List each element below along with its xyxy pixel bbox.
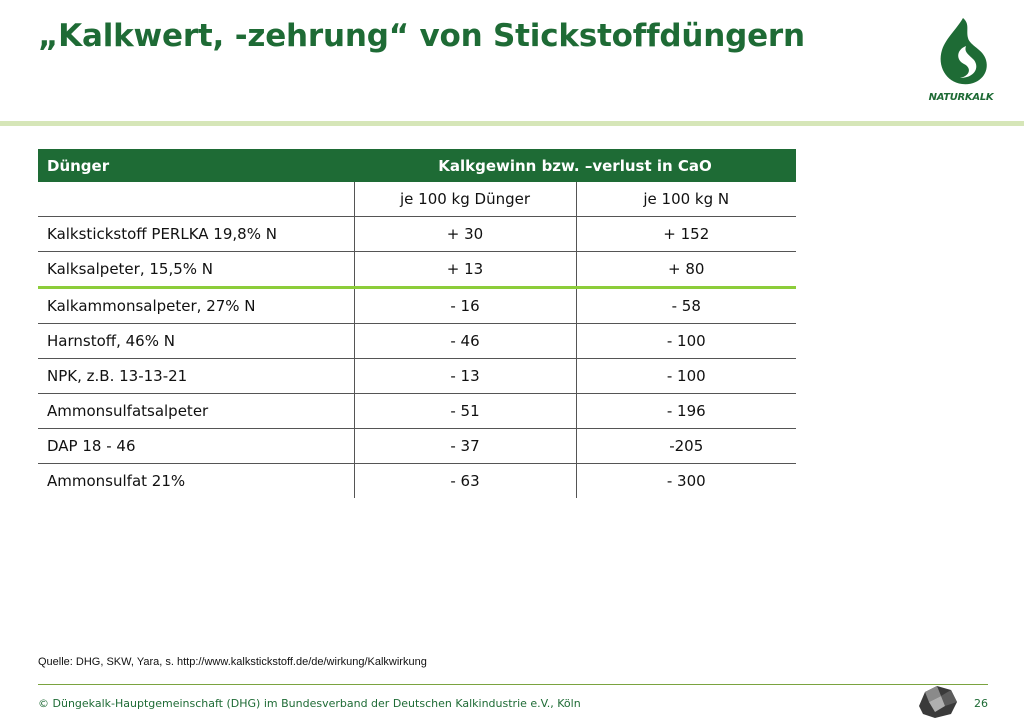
table-row xyxy=(38,288,796,324)
row-name: Kalksalpeter, 15,5% N xyxy=(38,252,354,288)
subheader-per-fertilizer: je 100 kg Dünger xyxy=(354,182,576,217)
footer-divider xyxy=(38,684,988,685)
row-per-fertilizer: - 16 xyxy=(354,288,576,324)
table-header-row xyxy=(38,149,796,182)
row-per-n: - 100 xyxy=(576,324,796,359)
table-row xyxy=(38,429,796,464)
subheader-empty xyxy=(38,182,354,217)
row-per-n: + 80 xyxy=(576,252,796,288)
table-row xyxy=(38,252,796,288)
row-per-n: - 300 xyxy=(576,464,796,499)
row-per-n: + 152 xyxy=(576,217,796,252)
header-divider xyxy=(0,121,1024,126)
table-row xyxy=(38,464,796,499)
row-per-n: - 100 xyxy=(576,359,796,394)
table-row xyxy=(38,359,796,394)
slide-title: „Kalkwert, -zehrung“ von Stickstoffdüngern xyxy=(38,18,805,54)
row-per-fertilizer: + 30 xyxy=(354,217,576,252)
row-per-fertilizer: - 13 xyxy=(354,359,576,394)
footer-copyright: © Düngekalk-Hauptgemeinschaft (DHG) im Bundesverband der Deutschen Kalkindustrie e.V., Köln xyxy=(38,697,581,710)
row-name: Kalkammonsalpeter, 27% N xyxy=(38,288,354,324)
leaf-drop-icon xyxy=(926,16,996,90)
header-fertilizer: Dünger xyxy=(38,149,354,182)
row-per-n: - 58 xyxy=(576,288,796,324)
table-row xyxy=(38,217,796,252)
row-name: NPK, z.B. 13-13-21 xyxy=(38,359,354,394)
fertilizer-lime-table xyxy=(38,149,796,498)
row-per-n: -205 xyxy=(576,429,796,464)
table-subheader-row xyxy=(38,182,796,217)
row-name: Harnstoff, 46% N xyxy=(38,324,354,359)
page-number: 26 xyxy=(974,697,988,710)
limestone-icon xyxy=(915,682,959,720)
row-per-n: - 196 xyxy=(576,394,796,429)
table-row xyxy=(38,324,796,359)
row-per-fertilizer: - 63 xyxy=(354,464,576,499)
source-note: Quelle: DHG, SKW, Yara, s. http://www.kalkstickstoff.de/de/wirkung/Kalkwirkung xyxy=(38,656,427,668)
row-per-fertilizer: + 13 xyxy=(354,252,576,288)
logo-wordmark: NATURKALK xyxy=(928,92,994,103)
row-per-fertilizer: - 37 xyxy=(354,429,576,464)
subheader-per-n: je 100 kg N xyxy=(576,182,796,217)
table-row xyxy=(38,394,796,429)
row-name: Kalkstickstoff PERLKA 19,8% N xyxy=(38,217,354,252)
row-name: Ammonsulfatsalpeter xyxy=(38,394,354,429)
header-lime-gain-loss: Kalkgewinn bzw. –verlust in CaO xyxy=(354,149,796,182)
row-per-fertilizer: - 51 xyxy=(354,394,576,429)
row-per-fertilizer: - 46 xyxy=(354,324,576,359)
naturkalk-logo xyxy=(926,16,996,106)
row-name: Ammonsulfat 21% xyxy=(47,472,186,490)
row-name: DAP 18 - 46 xyxy=(38,429,354,464)
